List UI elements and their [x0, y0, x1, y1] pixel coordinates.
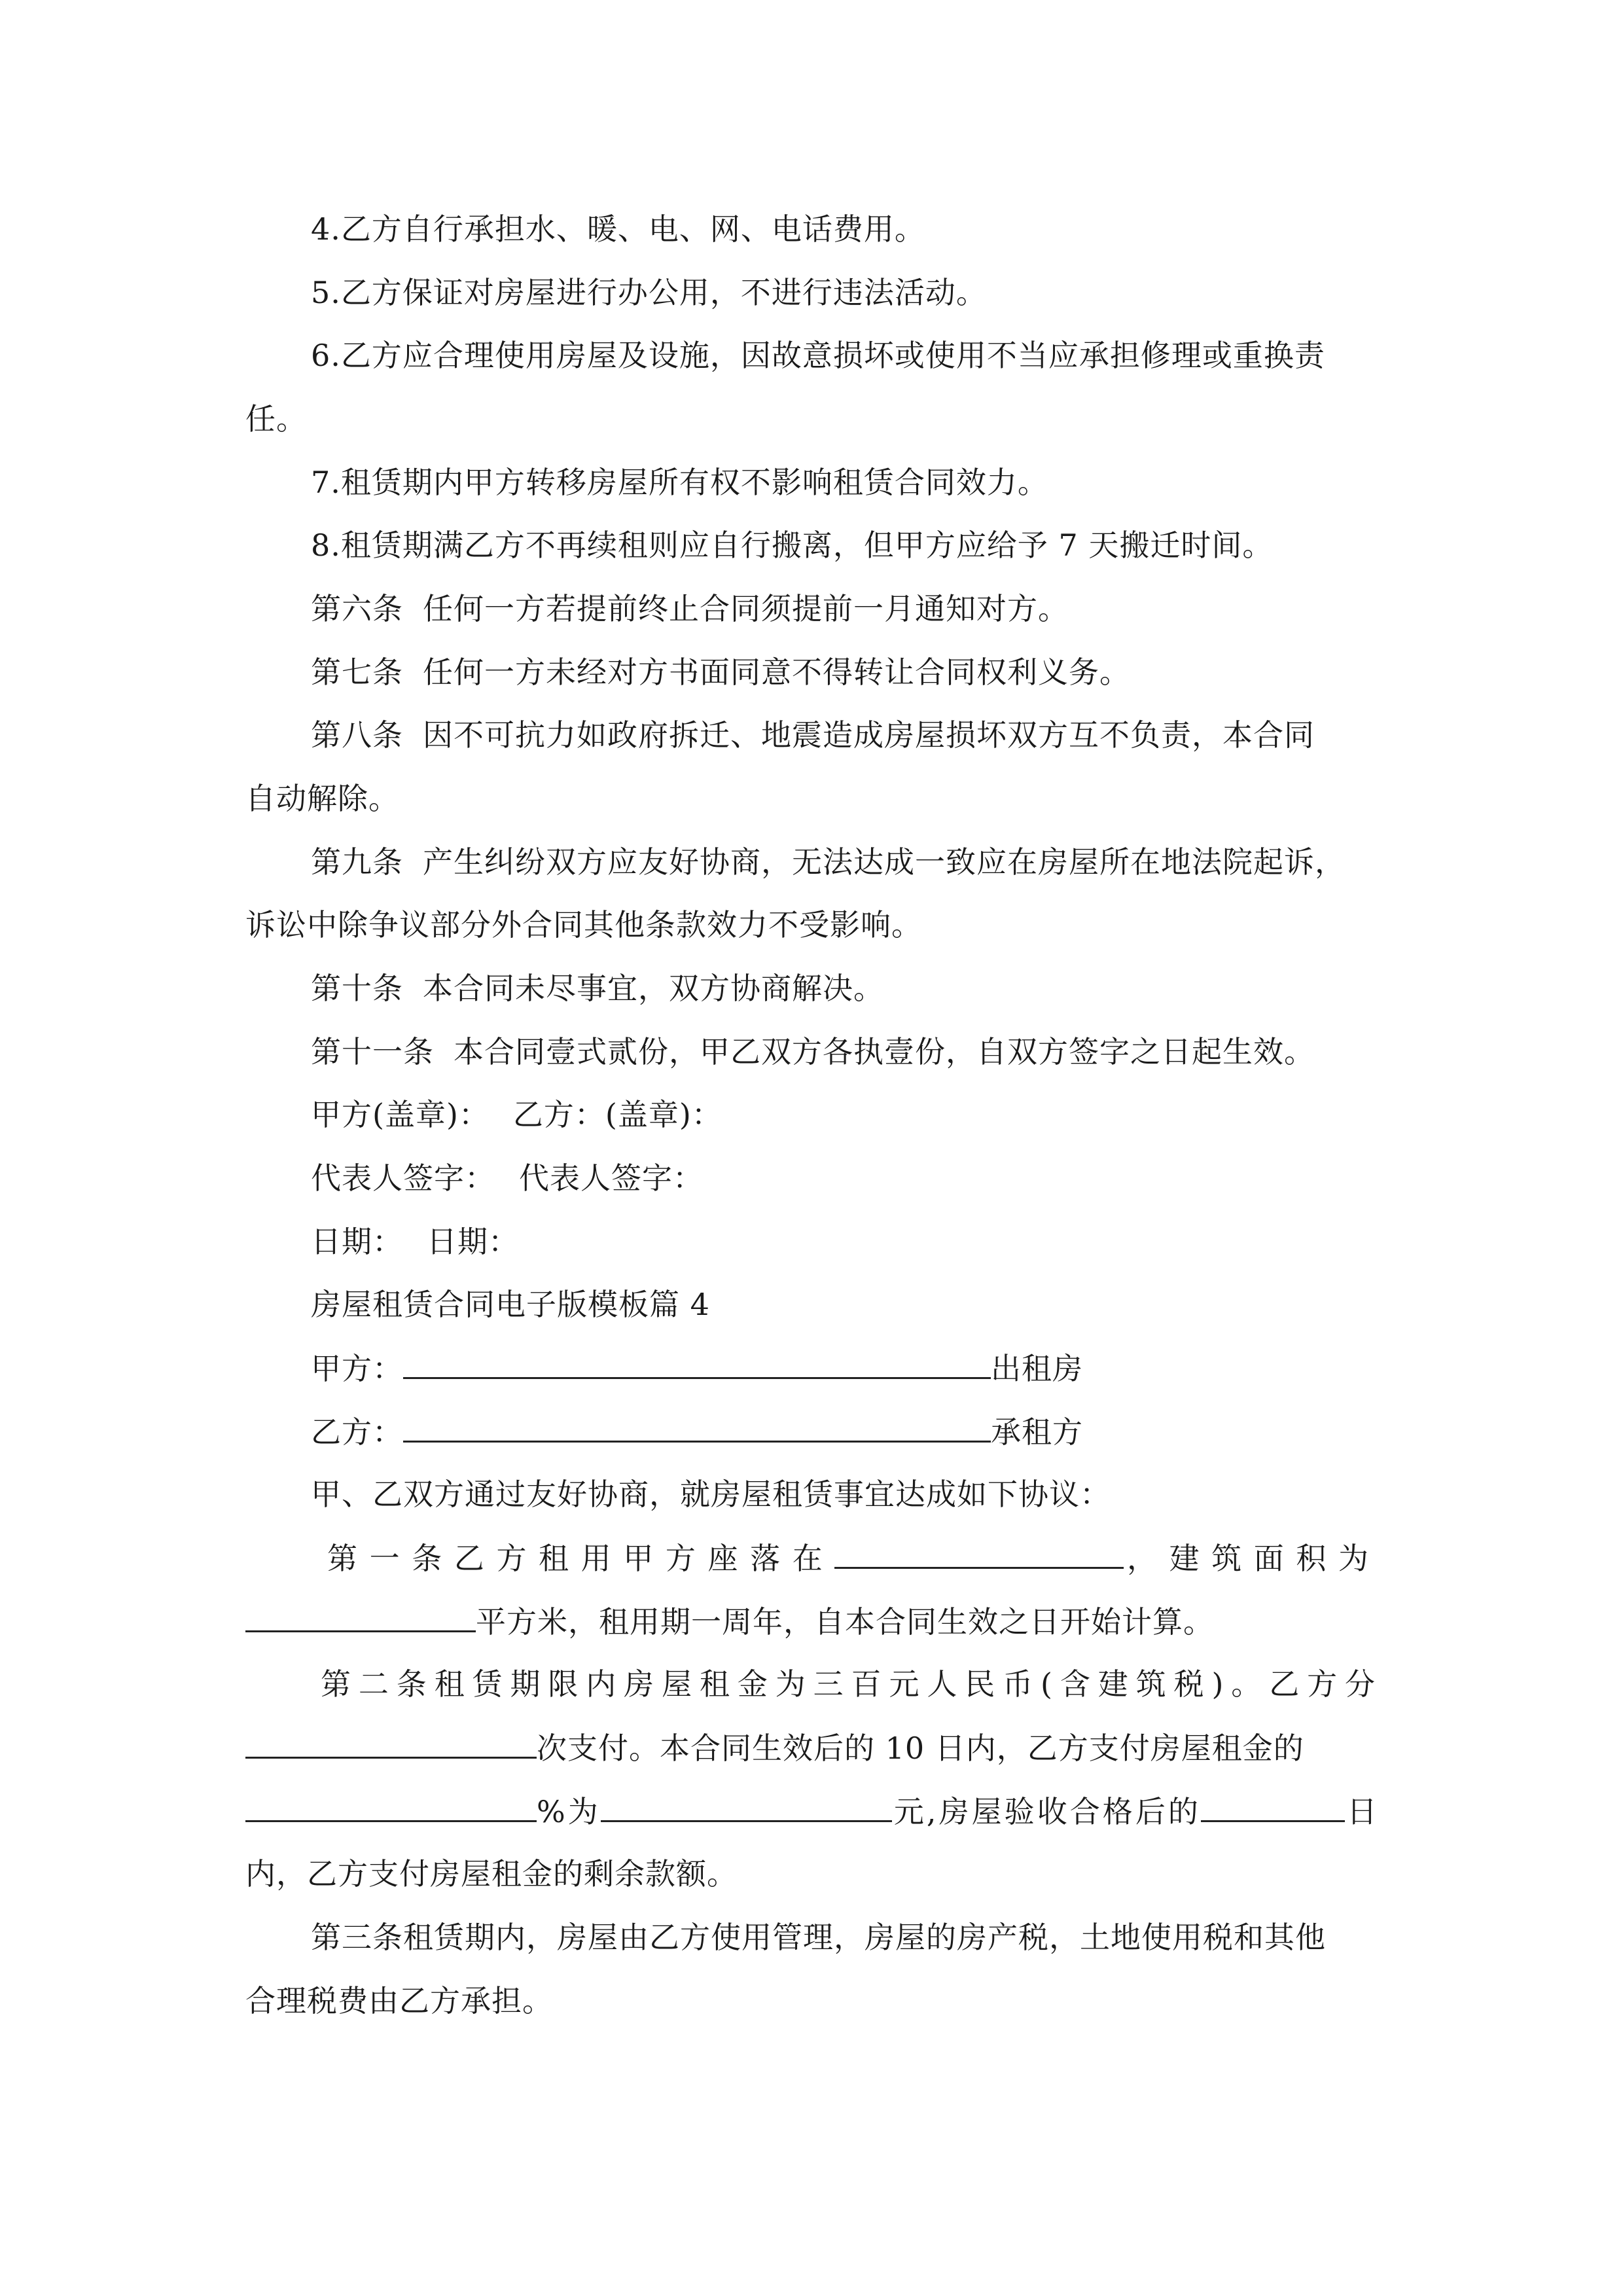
article-8-text: 因不可抗力如政府拆迁、地震造成房屋损坏双方互不负责，本合同	[423, 717, 1315, 753]
article-9-text: 产生纠纷双方应友好协商，无法达成一致应在房屋所在地法院起诉，	[423, 844, 1346, 880]
location-blank	[834, 1538, 1124, 1569]
article-7-label: 第七条	[311, 655, 403, 690]
agreement-intro: 甲、乙双方通过友好协商，就房屋租赁事宜达成如下协议：	[311, 1477, 1111, 1512]
party-b-blank	[403, 1412, 991, 1443]
signature-line	[311, 1158, 1378, 1198]
article-11-label: 第十一条	[311, 1034, 434, 1069]
days-blank	[1201, 1791, 1345, 1822]
area-blank	[245, 1602, 476, 1632]
party-a-blank	[403, 1348, 991, 1379]
article-7-text: 任何一方未经对方书面同意不得转让合同权利义务。	[423, 655, 1130, 690]
article-8	[311, 715, 1378, 755]
date-line	[311, 1222, 1378, 1261]
clause-item-6-cont: 任。	[245, 401, 307, 437]
party-a-role: 出租房	[991, 1351, 1083, 1386]
installments-blank	[245, 1728, 537, 1759]
section-title: 房屋租赁合同电子版模板篇 4	[311, 1287, 710, 1322]
clause-item-7: 7.租赁期内甲方转移房屋所有权不影响租赁合同效力。	[311, 465, 1048, 500]
article-2-line-1: 第二条租赁期限内房屋租金为三百元人民币(含建筑税)。乙方分	[321, 1666, 1378, 1702]
amount-blank	[601, 1791, 892, 1822]
party-a-seal-label: 甲方(盖章)：	[311, 1097, 490, 1132]
party-a-line	[311, 1348, 1378, 1388]
party-a-signature-label: 代表人签字：	[311, 1160, 495, 1196]
party-b-date-label: 日期：	[427, 1224, 519, 1259]
article-1-line-2: 平方米，租用期一周年，自本合同生效之日开始计算。	[245, 1602, 1378, 1641]
article-11	[311, 1032, 1378, 1071]
party-b-signature-label: 代表人签字：	[519, 1160, 704, 1196]
article-9	[311, 842, 1378, 882]
article-8-label: 第八条	[311, 717, 403, 753]
article-6-label: 第六条	[311, 591, 403, 626]
article-10	[311, 969, 1378, 1008]
article-10-label: 第十条	[311, 971, 403, 1006]
clause-item-4: 4.乙方自行承担水、暖、电、网、电话费用。	[311, 211, 925, 247]
party-b-role: 承租方	[991, 1414, 1083, 1450]
article-11-text: 本合同壹式贰份，甲乙双方各执壹份，自双方签字之日起生效。	[454, 1034, 1315, 1069]
article-9-label: 第九条	[311, 844, 403, 880]
article-7	[311, 653, 1378, 692]
party-a-label: 甲方：	[311, 1351, 403, 1386]
party-b-line	[311, 1412, 1378, 1452]
article-8-cont: 自动解除。	[245, 781, 399, 816]
party-a-date-label: 日期：	[311, 1224, 403, 1259]
party-b-label: 乙方：	[311, 1414, 403, 1450]
percent-blank	[245, 1791, 537, 1822]
clause-item-5: 5.乙方保证对房屋进行办公用，不进行违法活动。	[311, 275, 987, 310]
article-10-text: 本合同未尽事宜，双方协商解决。	[423, 971, 884, 1006]
article-3-line-2: 合理税费由乙方承担。	[245, 1983, 553, 2018]
article-2-line-3: %为 元,房屋验收合格后的 日	[245, 1791, 1378, 1831]
article-9-cont: 诉讼中除争议部分外合同其他条款效力不受影响。	[245, 907, 922, 942]
party-b-seal-label: 乙方：(盖章)：	[512, 1097, 722, 1132]
seal-line	[311, 1095, 1378, 1134]
article-2-line-2: 次支付。本合同生效后的 10 日内，乙方支付房屋租金的	[245, 1728, 1378, 1768]
clause-item-8: 8.租赁期满乙方不再续租则应自行搬离，但甲方应给予 7 天搬迁时间。	[311, 528, 1274, 563]
clause-item-6: 6.乙方应合理使用房屋及设施，因故意损坏或使用不当应承担修理或重换责	[311, 338, 1325, 373]
article-6-text: 任何一方若提前终止合同须提前一月通知对方。	[423, 591, 1069, 626]
article-1-line-1: 第一条乙方租用甲方座落在 ，建筑面积为	[327, 1538, 1378, 1578]
article-3-line-1: 第三条租赁期内，房屋由乙方使用管理，房屋的房产税，土地使用税和其他	[311, 1920, 1326, 1955]
article-6	[311, 589, 1378, 628]
article-2-line-4: 内，乙方支付房屋租金的剩余款额。	[245, 1856, 738, 1892]
